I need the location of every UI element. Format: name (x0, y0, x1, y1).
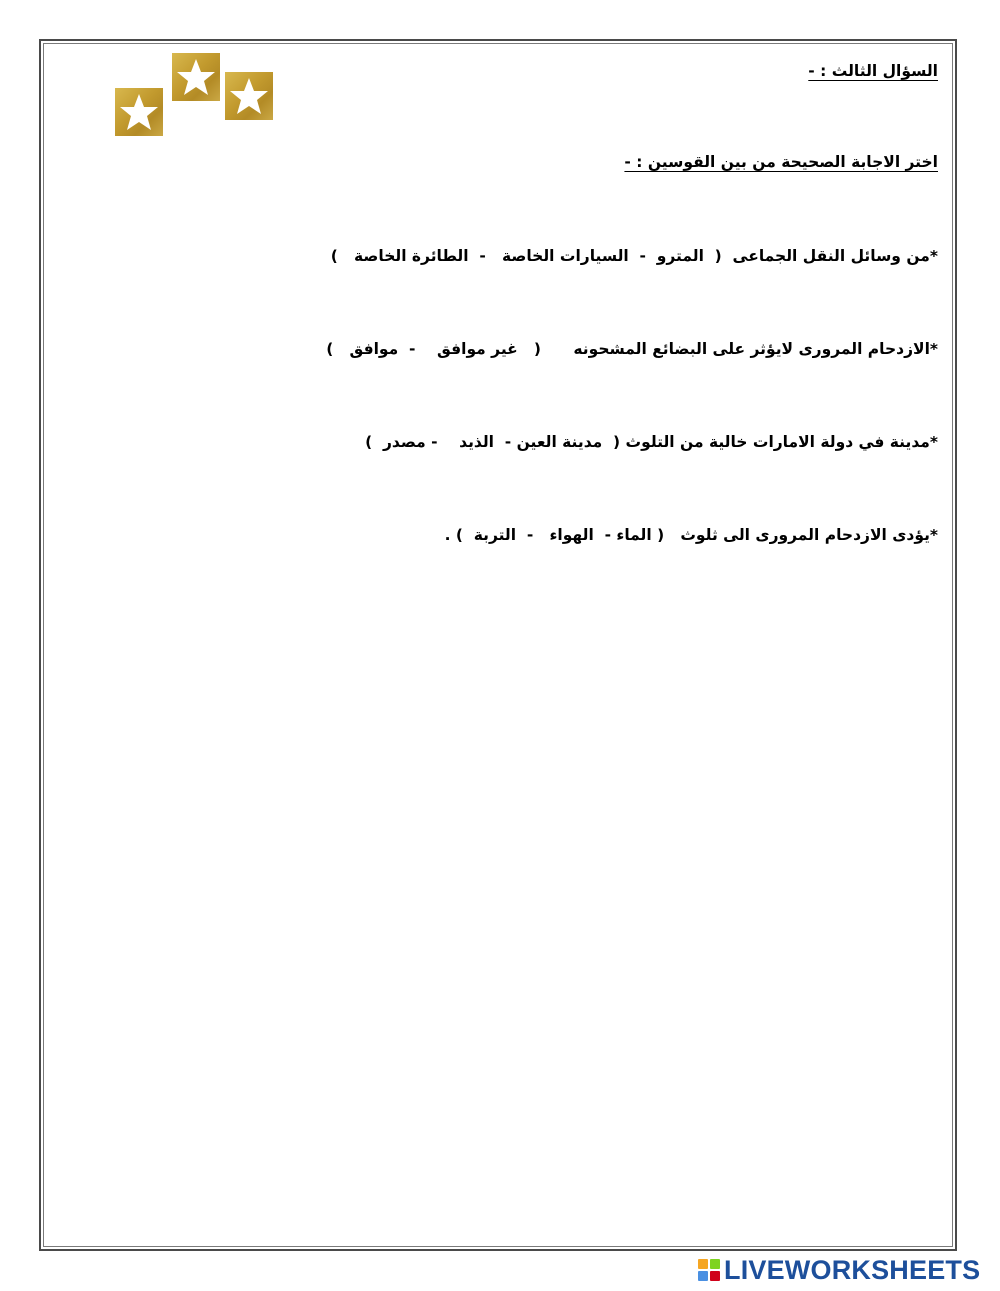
star-icon (172, 53, 220, 101)
star-icon (225, 72, 273, 120)
question-item-3: *مدينة في دولة الامارات خالية من التلوث ( مدينة العين - الذيد - مصدر ) (365, 433, 938, 451)
logo-squares-icon (698, 1259, 720, 1281)
question-item-2: *الازدحام المرورى لايؤثر على البضائع المشحونه ( غير موافق - موافق ) (326, 340, 938, 358)
question-item-1: *من وسائل النقل الجماعى ( المترو - السيارات الخاصة - الطائرة الخاصة ) (330, 247, 938, 265)
star-icon (115, 88, 163, 136)
question-item-4: *يؤدى الازدحام المرورى الى ثلوث ( الماء - الهواء - التربة ) . (444, 526, 938, 544)
question-title: السؤال الثالث : - (808, 62, 938, 80)
page-border-inner (43, 43, 953, 1247)
brand-name: LIVEWORKSHEETS (724, 1255, 981, 1285)
liveworksheets-logo[interactable] (698, 1256, 980, 1284)
instruction-heading: اختر الاجابة الصحيحة من بين القوسين : - (624, 153, 938, 171)
